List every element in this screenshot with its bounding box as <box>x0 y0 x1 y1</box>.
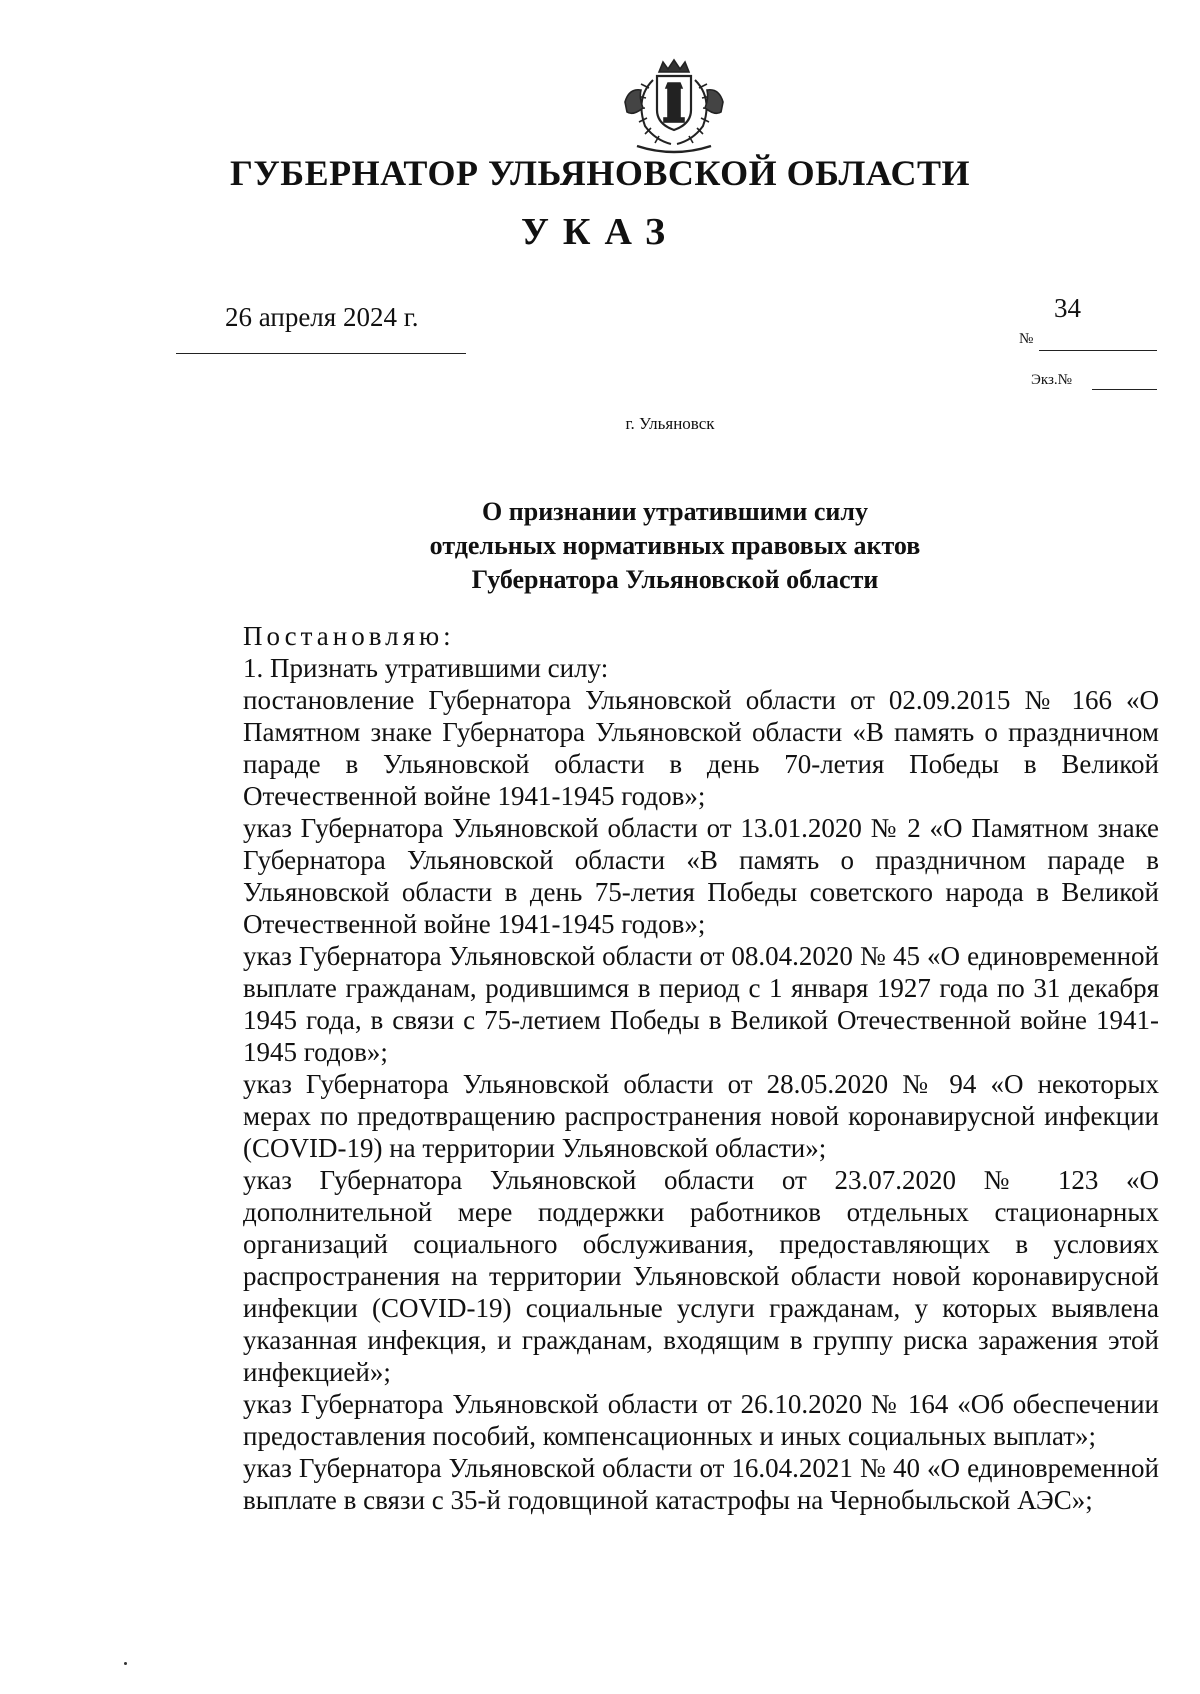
copy-underline <box>1092 389 1157 390</box>
copy-label: Экз.№ <box>1031 372 1072 388</box>
repealed-act-item: постановление Губернатора Ульяновской области от 02.09.2015 № 166 «О Памятном знаке Губернатора Ульяновской области «В память о праздничном параде в Ульяновской области в день 70-летия Победы в Великой Отечественной войне 1941-1945 годов»; <box>243 685 1159 811</box>
coat-of-arms-icon <box>615 58 733 156</box>
repealed-act-item: указ Губернатора Ульяновской области от 28.05.2020 № 94 «О некоторых мерах по предотвращению распространения новой коронавирусной инфекции (COVID-19) на территории Ульяновской области»; <box>243 1069 1159 1163</box>
decree-body <box>173 620 1159 1516</box>
decree-word: Постановляю: <box>243 621 455 651</box>
authority-title: ГУБЕРНАТОР УЛЬЯНОВСКОЙ ОБЛАСТИ <box>229 153 971 193</box>
city: г. Ульяновск <box>625 414 715 433</box>
repealed-act-item: указ Губернатора Ульяновской области от 23.07.2020 № 123 «О дополнительной мере поддержки работников отдельных стационарных организаций социального обслуживания, предоставляющих в условиях распространения на территории Ульяновской области новой коронавирусной инфекции (COVID-19) социальные услуги гражданам, у которых выявлена указанная инфекция, и гражданам, входящим в группу риска заражения этой инфекцией»; <box>243 1165 1159 1387</box>
document-type: УКАЗ <box>521 211 679 253</box>
repealed-act-item: указ Губернатора Ульяновской области от 13.01.2020 № 2 «О Памятном знаке Губернатора Ульяновской области «В память о праздничном параде в Ульяновской области в день 75-летия Победы советского народа в Великой Отечественной войне 1941-1945 годов»; <box>243 813 1159 939</box>
clause-1: 1. Признать утратившими силу: <box>243 653 609 683</box>
decree-number: 34 <box>1054 293 1081 323</box>
number-underline <box>1039 350 1157 351</box>
repealed-act-item: указ Губернатора Ульяновской области от 16.04.2021 № 40 «О единовременной выплате в связи с 35-й годовщиной катастрофы на Чернобыльской АЭС»; <box>243 1453 1159 1515</box>
date-underline <box>176 353 466 354</box>
scan-speck <box>124 1662 127 1665</box>
decree-date: 26 апреля 2024 г. <box>225 302 419 332</box>
repealed-act-item: указ Губернатора Ульяновской области от 08.04.2020 № 45 «О единовременной выплате гражданам, родившимся в период с 1 января 1927 года по 31 декабря 1945 года, в связи с 75-летием Победы в Великой Отечественной войне 1941-1945 годов»; <box>243 941 1159 1067</box>
subject-line: О признании утратившими силу <box>482 497 868 526</box>
subject-line: Губернатора Ульяновской области <box>471 565 879 594</box>
number-label: № <box>1019 331 1034 347</box>
subject-line: отдельных нормативных правовых актов <box>429 531 921 560</box>
decree-subject <box>375 495 975 597</box>
repealed-act-item: указ Губернатора Ульяновской области от 26.10.2020 № 164 «Об обеспечении предоставления пособий, компенсационных и иных социальных выплат»; <box>243 1389 1159 1451</box>
